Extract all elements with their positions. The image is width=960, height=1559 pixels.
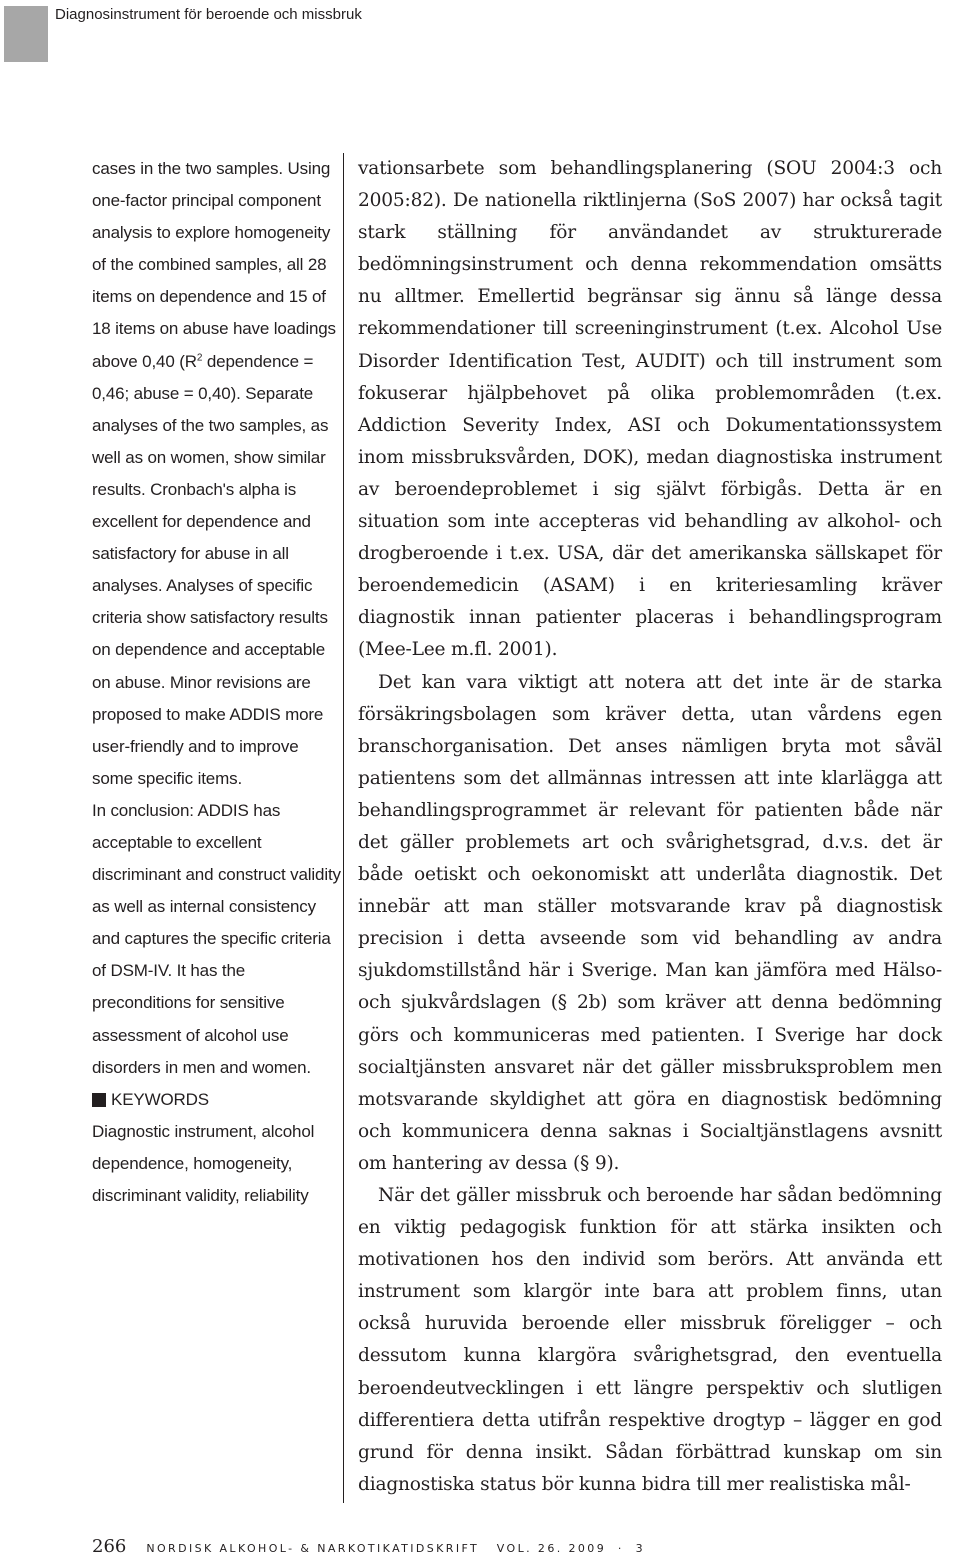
abstract-paragraph (92, 153, 342, 795)
page-footer (92, 1536, 645, 1557)
keywords-list: Diagnostic instrument, alcohol dependence, homogeneity, discriminant validity, reliability (92, 1121, 315, 1205)
superscript-2: 2 (196, 351, 203, 363)
abstract-text-part-1: cases in the two samples. Using one-factor principal component analysis to explore homogeneity of the combined samples, all 28 items on dependence and 15 of 18 items on abuse have loadings above 0,40 (R (92, 159, 336, 371)
body-paragraph-3: När det gäller missbruk och beroende har sådan bedömning en viktig pedagogisk funktion för att stärka insikten och motivationen hos den individ som berörs. Att använda ett instrument som klargör inte bara att problem finns, utan också huruvida beroende eller missbruk föreligger – och dessutom kunna klargöra svårighetsgrad, den eventuella beroendeutvecklingen i ett längre perspektiv och slutligen differentiera detta utifrån respektive drogtyp – lägger en god grund för denna insikt. Sådan förbättrad kunskap om sin diagnostiska status bör kunna bidra till mer realistiska mål- (358, 1185, 942, 1495)
body-column (358, 153, 942, 1501)
body-paragraph-2: Det kan vara viktigt att notera att det inte är de starka försäkringsbolagen som kräver detta, utan vårdens egen branschorganisation. Det anses nämligen bryta mot såväl patientens som det allmännas intressen att inte klarlägga att behandlingsprogrammet är relevant för patienten både när det gäller problemets art och svårighetsgrad, d.v.s. det är både oetiskt och oekonomiskt att underlåta diagnostik. Det innebär att man ställer motsvarande krav på diagnostisk precision i detta avseende som vid behandling av andra sjukdomstillstånd här i Sverige. Man kan jämföra med Hälso- och sjukvårdslagen (§ 2b) som kräver att denna bedömning görs och kommuniceras med patienten. I Sverige har dock socialtjänsten ansvaret när det gäller missbruksproblem men motsvarande skyldighet att göra en diagnostisk bedömning och kommunicera denna saknas i Socialtjänstlagens avsnitt om hantering av dessa (§ 9). (358, 671, 942, 1174)
keywords-heading (92, 1084, 342, 1116)
header-color-block (4, 6, 48, 62)
column-divider (343, 153, 344, 1503)
journal-name: NORDISK ALKOHOL- & NARKOTIKATIDSKRIFT VOL. 26. 2009 · 3 (146, 1542, 645, 1555)
page-number: 266 (92, 1536, 127, 1557)
abstract-conclusion: In conclusion: ADDIS has acceptable to excellent discriminant and construct validity as well as internal consistency and captures the specific criteria of DSM-IV. It has the preconditions for sensitive assessment of alcohol use disorders in men and women. (92, 800, 341, 1077)
keywords-bullet-icon (92, 1093, 106, 1107)
keywords-heading-label: KEYWORDS (111, 1089, 209, 1109)
abstract-text-part-2: dependence = 0,46; abuse = 0,40). Separate analyses of the two samples, as well as on women, show similar results. Cronbach's alpha is excellent for dependence and satisfactory for abuse in all analyses. Analyses of specific criteria show satisfactory results on dependence and acceptable on abuse. Minor revisions are proposed to make ADDIS more user-friendly and to improve some specific items. (92, 351, 329, 788)
body-paragraph-1: vationsarbete som behandlingsplanering (SOU 2004:3 och 2005:82). De nationella riktlinjerna (SoS 2007) har också tagit stark ställning för användandet av strukturerade bedömningsinstrument och denna rekommendation omsätts nu alltmer. Emellertid begränsar sig ännu så länge dessa rekommendationer till screeninginstrument (t.ex. Alcohol Use Disorder Identification Test, AUDIT) och till instrument som fokuserar hjälpbehovet på olika problemområden (t.ex. Addiction Severity Index, ASI och Dokumentationssystem inom missbruksvården, DOK), medan diagnostiska instrument av beroendeproblemet i sig självt förbigås. Detta är en situation som inte accepteras vid behandling av alkohol- och drogberoende i t.ex. USA, där det amerikanska sällskapet för beroendemedicin (ASAM) i en kriteriesamling kräver diagnostik innan patienter placeras i behandlingsprogram (Mee-Lee m.fl. 2001). (358, 158, 942, 661)
abstract-column (92, 153, 342, 1212)
running-header-title: Diagnosinstrument för beroende och missbruk (55, 6, 362, 23)
